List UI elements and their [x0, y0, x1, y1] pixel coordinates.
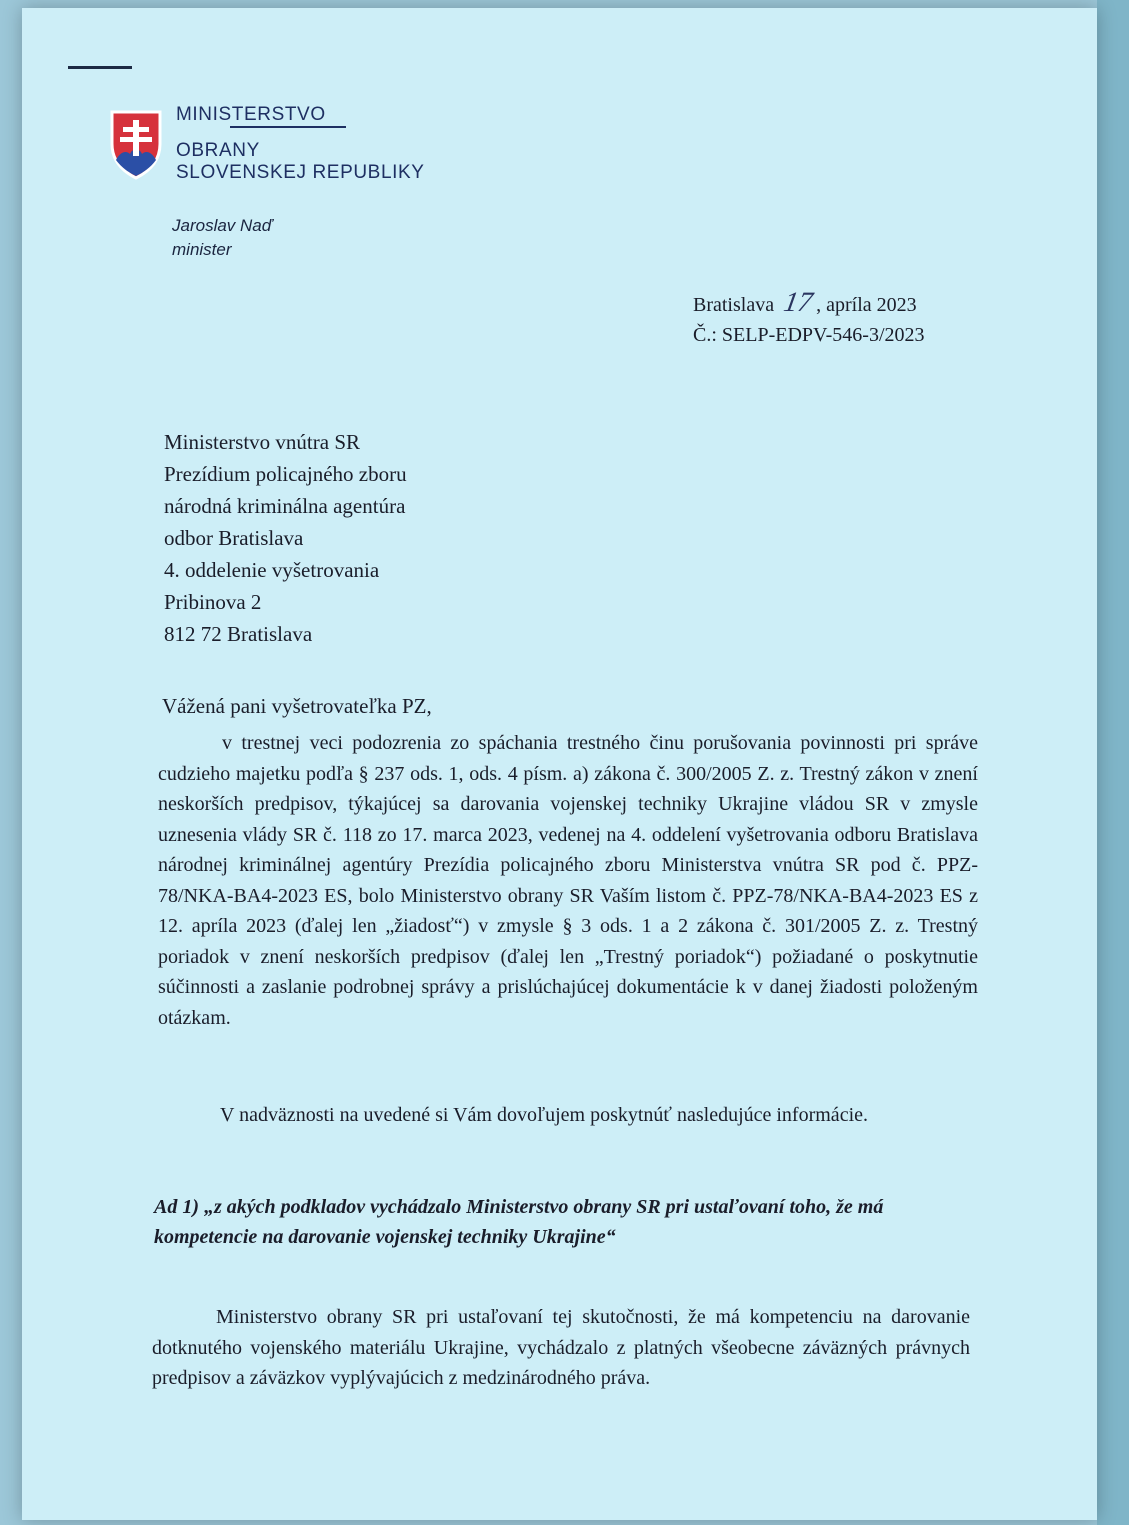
address-line: národná kriminálna agentúra: [164, 494, 406, 518]
body-paragraph-3: [152, 1302, 970, 1394]
sender-name: Jaroslav Naď: [172, 216, 273, 235]
address-line: Pribinova 2: [164, 590, 262, 614]
date-month-year: , apríla 2023: [816, 294, 917, 316]
sender-block: [172, 214, 272, 262]
body-paragraph-3-text: Ministerstvo obrany SR pri ustaľovaní tej skutočnosti, že má kompetenciu na darovanie dotknutého vojenského materiálu Ukrajine, vychádzalo z platných všeobecne záväzných právnych predpisov a záväzkov vyplývajúcich z medzinárodného práva.: [152, 1306, 970, 1389]
ministry-line-1: MINISTERSTVO: [176, 104, 326, 125]
address-line: odbor Bratislava: [164, 526, 304, 550]
body-paragraph-2: [156, 1100, 972, 1131]
dateline: [693, 288, 925, 350]
address-line: Prezídium policajného zboru: [164, 462, 407, 486]
address-line: 812 72 Bratislava: [164, 622, 313, 646]
coat-of-arms-icon: [108, 110, 164, 180]
body-paragraph-2-text: V nadväznosti na uvedené si Vám dovoľujem poskytnúť nasledujúce informácie.: [220, 1104, 868, 1126]
body-paragraph-1-text: v trestnej veci podozrenia zo spáchania trestného činu porušovania povinnosti pri správe cudzieho majetku podľa § 237 ods. 1, ods. 4 písm. a) zákona č. 300/2005 Z. z. Trestný zákon v znení neskorších predpisov, týkajúcej sa darovania vojenskej techniky Ukrajine vládou SR v zmysle uznesenia vlády SR č. 118 zo 17. marca 2023, vedenej na 4. oddelení vyšetrovania odboru Bratislava národnej kriminálnej agentúry Prezídia policajného zboru Ministerstva vnútra SR pod č. PPZ-78/NKA-BA4-2023 ES, bolo Ministerstvo obrany SR Vaším listom č. PPZ-78/NKA-BA4-2023 ES z 12. apríla 2023 (ďalej len „žiadosť“) v zmysle § 3 ods. 1 a 2 zákona č. 301/2005 Z. z. Trestný poriadok v znení neskorších predpisov (ďalej len „Trestný poriadok“) požiadané o poskytnutie súčinnosti a zaslanie podrobnej správy a prislúchajúcej dokumentácie k v danej žiadosti položeným otázkam.: [158, 732, 978, 1029]
ministry-line-2: OBRANY: [176, 140, 260, 161]
body-paragraph-1: [158, 728, 978, 1033]
address-line: Ministerstvo vnútra SR: [164, 430, 361, 454]
question-heading: Ad 1) „z akých podkladov vychádzalo Ministerstvo obrany SR pri ustaľovaní toho, že má kompetencie na darovanie vojenskej techniky Ukrajine“: [154, 1196, 884, 1248]
ministry-name: [176, 104, 425, 184]
sender-title: minister: [172, 240, 232, 259]
ministry-line-3: SLOVENSKEJ REPUBLIKY: [176, 162, 425, 183]
fold-mark: [68, 66, 132, 69]
reference-number: Č.: SELP-EDPV-546-3/2023: [693, 324, 925, 346]
salutation: Vážená pani vyšetrovateľka PZ,: [162, 694, 432, 718]
background-edge: [1097, 0, 1129, 1525]
address-line: 4. oddelenie vyšetrovania: [164, 558, 380, 582]
ministry-underline: [230, 126, 346, 128]
date-city: Bratislava: [693, 294, 775, 316]
recipient-address: [164, 426, 407, 650]
date-day-handwritten: 17: [781, 287, 815, 318]
